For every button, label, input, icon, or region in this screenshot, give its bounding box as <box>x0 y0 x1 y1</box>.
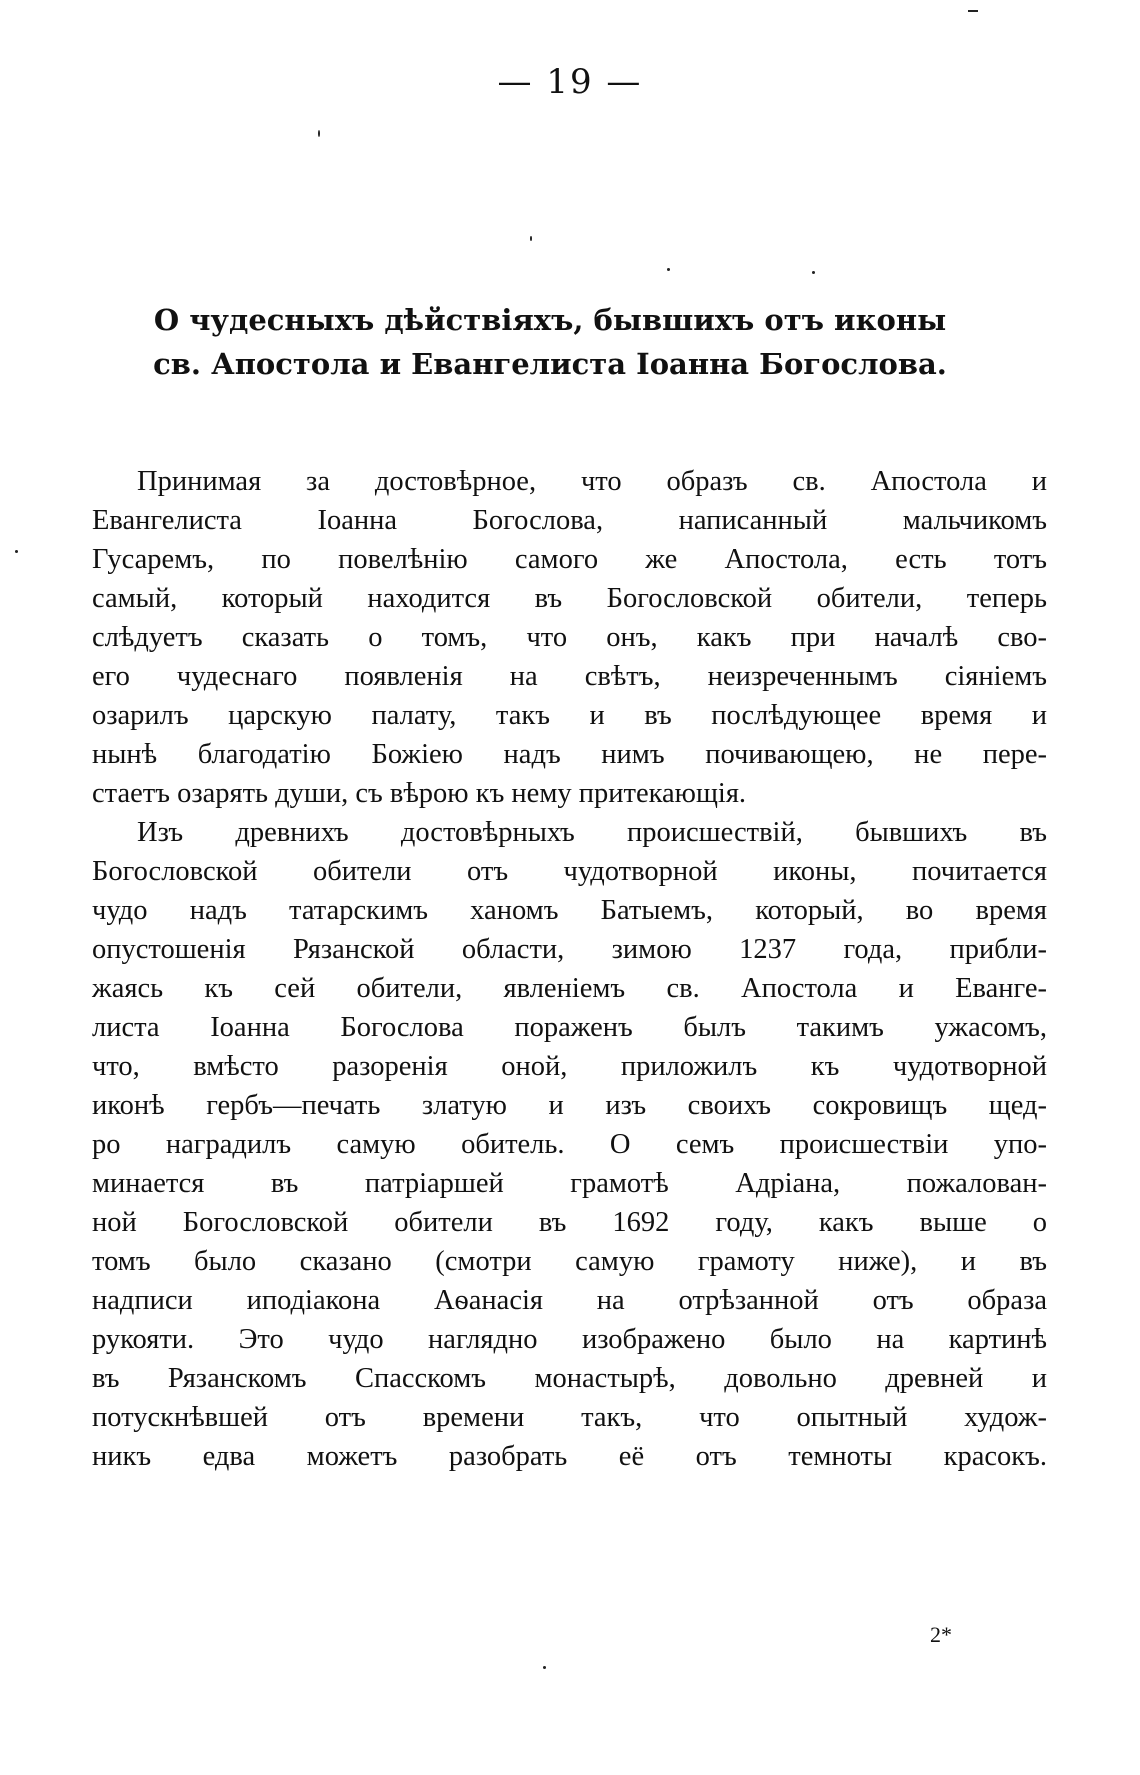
text-line: самый, который находится въ Богословской обители, теперь <box>92 583 1047 614</box>
text-line: Принимая за достовѣрное, что образъ св. Апостола и <box>137 466 1047 497</box>
page-number: — 19 — <box>497 62 643 102</box>
ink-speck <box>15 550 18 553</box>
text-line: нынѣ благодатію Божіею надъ нимъ почивающею, не пере- <box>92 739 1047 770</box>
text-line: надписи иподіакона Аѳанасія на отрѣзанной отъ образа <box>92 1285 1047 1316</box>
text-line: стаетъ озарять души, съ вѣрою къ нему притекающія. <box>92 778 747 809</box>
signature-mark: 2* <box>930 1622 952 1647</box>
text-line: иконѣ гербъ—печать златую и изъ своихъ сокровищъ щед- <box>92 1090 1047 1121</box>
text-line: опустошенія Рязанской области, зимою 1237 года, прибли- <box>92 934 1047 965</box>
text-line: чудо надъ татарскимъ ханомъ Батыемъ, который, во время <box>92 895 1047 926</box>
title-line-1: О чудесныхъ дѣйствіяхъ, бывшихъ отъ иконы <box>153 303 947 337</box>
text-line: минается въ патріаршей грамотѣ Адріана, пожалован- <box>92 1168 1047 1199</box>
text-line: томъ было сказано (смотри самую грамоту ниже), и въ <box>92 1246 1047 1277</box>
text-line: его чудеснаго появленія на свѣтъ, неизреченнымъ сіяніемъ <box>92 661 1047 692</box>
text-line: жаясь къ сей обители, явленіемъ св. Апостола и Еванге- <box>92 973 1047 1004</box>
text-line: Изъ древнихъ достовѣрныхъ происшествій, бывшихъ въ <box>137 817 1047 848</box>
text-line: ро наградилъ самую обитель. О семъ происшествіи упо- <box>92 1129 1047 1160</box>
ink-speck <box>968 10 978 12</box>
text-line: Евангелиста Іоанна Богослова, написанный мальчикомъ <box>92 505 1047 536</box>
text-line: озарилъ царскую палату, такъ и въ послѣдующее время и <box>92 700 1047 731</box>
text-line: никъ едва можетъ разобрать её отъ темноты красокъ. <box>92 1441 1047 1472</box>
text-line: Богословской обители отъ чудотворной иконы, почитается <box>92 856 1047 887</box>
text-line: въ Рязанскомъ Спасскомъ монастырѣ, довольно древней и <box>92 1363 1047 1394</box>
text-line: Гусаремъ, по повелѣнію самого же Апостола, есть тотъ <box>92 544 1047 575</box>
ink-speck <box>530 236 532 241</box>
title-line-2: св. Апостола и Евангелиста Іоанна Богослова. <box>153 347 947 381</box>
ink-speck <box>318 130 320 137</box>
chapter-title <box>60 298 1040 386</box>
text-line: рукояти. Это чудо наглядно изображено было на картинѣ <box>92 1324 1047 1355</box>
text-line: слѣдуетъ сказать о томъ, что онъ, какъ при началѣ сво- <box>92 622 1047 653</box>
ink-speck <box>812 271 815 274</box>
text-line: ной Богословской обители въ 1692 году, какъ выше о <box>92 1207 1047 1238</box>
ink-speck <box>667 268 670 271</box>
ink-speck <box>543 1666 546 1669</box>
text-line: что, вмѣсто разоренія оной, приложилъ къ чудотворной <box>92 1051 1047 1082</box>
body-text <box>92 462 1047 1476</box>
text-line: потускнѣвшей отъ времени такъ, что опытный худож- <box>92 1402 1047 1433</box>
text-line: листа Іоанна Богослова пораженъ былъ такимъ ужасомъ, <box>92 1012 1047 1043</box>
